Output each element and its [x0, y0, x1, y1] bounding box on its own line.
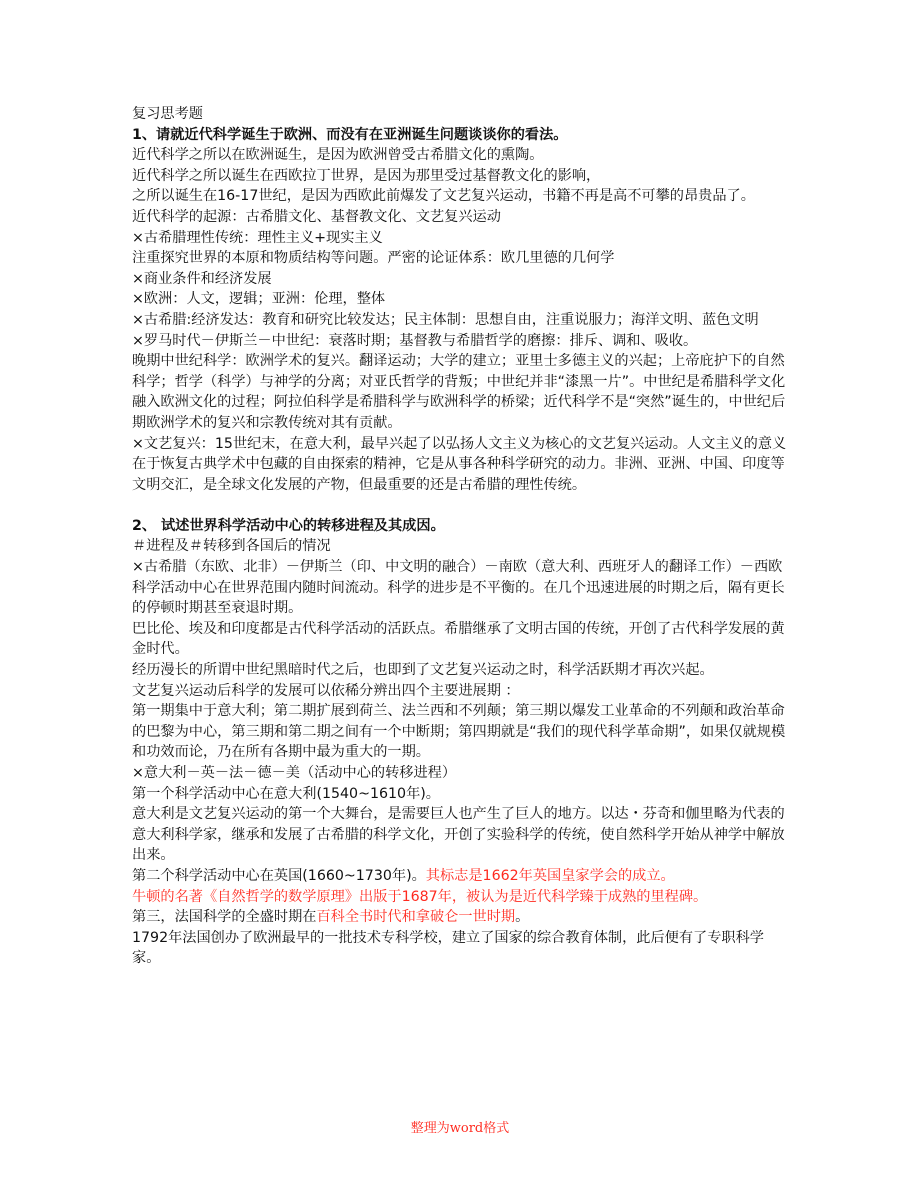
q2-paragraph: 文艺复兴运动后科学的发展可以依稀分辨出四个主要进展期 ：	[132, 682, 520, 699]
q2-paragraph: ×古希腊（东欧、北非）－伊斯兰（印、中文明的融合）－南欧（意大利、西班牙人的翻译工作）－西欧	[132, 559, 783, 576]
q2-paragraph: ＃进程及＃转移到各国后的情况	[132, 538, 331, 555]
france-highlight: 百科全书时代和拿破仑一世时期	[316, 909, 516, 926]
q1-paragraph: ×商业条件和经济发展	[132, 270, 272, 287]
q1-paragraph: 晚期中世纪科学：欧洲学术的复兴。翻译运动；大学的建立；亚里士多德主义的兴起；上帝庇护下的自然科学；哲学（科学）与神学的分离；对亚氏哲学的背叛；中世纪并非“漆黑一片”。中世纪是希腊科学文化融入欧洲文化的过程；阿拉伯科学是希腊科学与欧洲科学的桥梁；近代科学不是“突然”诞生的，中世纪后期欧洲学术的复兴和宗教传统对其有贡献。	[132, 353, 786, 431]
q1-paragraph: ×文艺复兴：15世纪末，在意大利，最早兴起了以弘扬人文主义为核心的文艺复兴运动。人文主义的意义在于恢复古典学术中包藏的自由探索的精神，它是从事各种科学研究的动力。非洲、亚洲、中国、印度等文明交汇，是全球文化发展的产物，但最重要的还是古希腊的理性传统。	[132, 435, 787, 493]
q1-paragraph: 近代科学之所以诞生在西欧拉丁世界，是因为那里受过基督教文化的影响，	[132, 167, 601, 184]
q2-paragraph: 经历漫长的所谓中世纪黑暗时代之后，也即到了文艺复兴运动之时，科学活跃期才再次兴起。	[132, 662, 714, 679]
royal-society-highlight: 其标志是1662年英国皇家学会的成立。	[425, 867, 675, 884]
section-heading: 复习思考题	[132, 106, 203, 122]
q2-paragraph: ×意大利－英－法－德－美（活动中心的转移进程）	[132, 765, 457, 781]
q1-paragraph: 注重探究世界的本原和物质结构等问题。严密的论证体系：欧几里德的几何学	[132, 250, 615, 267]
q1-paragraph: ×古希腊:经济发达：教育和研究比较发达；民主体制：思想自由，注重说服力；海洋文明、蓝色文明	[132, 311, 759, 328]
q2-paragraph: 第一个科学活动中心在意大利(1540~1610年)。	[132, 785, 440, 802]
q1-paragraph: ×古希腊理性传统：理性主义+现实主义	[132, 229, 383, 246]
newton-principia-line: 牛顿的名著《自然哲学的数学原理》出版于1687年，被认为是近代科学臻于成熟的里程碑。	[132, 888, 708, 905]
q1-paragraph: 近代科学的起源：古希腊文化、基督教文化、文艺复兴运动	[132, 208, 501, 225]
france-center-text: 第三，法国科学的全盛时期在	[132, 909, 317, 926]
q2-paragraph: 第一期集中于意大利；第二期扩展到荷兰、法兰西和不列颠；第三期以爆发工业革命的不列颠和政治革命的巴黎为中心，第三期和第二期之间有一个中断期；第四期就是“我们的现代科学革命期”，如果仅就规模和功效而论，乃在所有各期中最为重大的一期。	[132, 703, 786, 761]
document-body	[132, 104, 792, 969]
france-line-end: 。	[515, 909, 530, 926]
paragraph-spacer	[132, 495, 792, 516]
england-center-text: 第二个科学活动中心在英国(1660~1730年)。	[132, 867, 426, 884]
q2-paragraph: 巴比伦、埃及和印度都是古代科学活动的活跃点。希腊继承了文明古国的传统，开创了古代科学发展的黄金时代。	[132, 620, 785, 658]
q2-paragraph: 科学活动中心在世界范围内随时间流动。科学的进步是不平衡的。在几个迅速进展的时期之后，隔有更长的停顿时期甚至衰退时期。	[132, 579, 785, 617]
q1-paragraph: ×罗马时代－伊斯兰－中世纪：衰落时期；基督教与希腊哲学的磨擦：排斥、调和、吸收。	[132, 332, 698, 349]
q1-paragraph: ×欧洲：人文，逻辑；亚洲：伦理，整体	[132, 291, 386, 308]
france-center-line	[132, 907, 792, 928]
q2-paragraph: 意大利是文艺复兴运动的第一个大舞台，是需要巨人也产生了巨人的地方。以达・芬奇和伽里略为代表的意大利科学家，继承和发展了古希腊的科学文化，开创了实验科学的传统，使自然科学开始从神学中解放出来。	[132, 806, 785, 864]
question-2-title: 2、 试述世界科学活动中心的转移进程及其成因。	[132, 517, 445, 534]
q1-paragraph: 近代科学之所以在欧洲诞生，是因为欧洲曾受古希腊文化的熏陶。	[132, 147, 544, 164]
england-center-line	[132, 866, 792, 887]
question-1-title: 1、请就近代科学诞生于欧洲、而没有在亚洲诞生问题谈谈你的看法。	[132, 126, 568, 143]
q1-paragraph: 之所以诞生在16-17世纪，是因为西欧此前爆发了文艺复兴运动，书籍不再是高不可攀的昂贵品了。	[132, 188, 755, 205]
page-footer: 整理为word格式	[410, 1121, 510, 1136]
q2-last-paragraph: 1792年法国创办了欧洲最早的一批技术专科学校，建立了国家的综合教育体制，此后便有了专职科学家。	[132, 929, 764, 967]
